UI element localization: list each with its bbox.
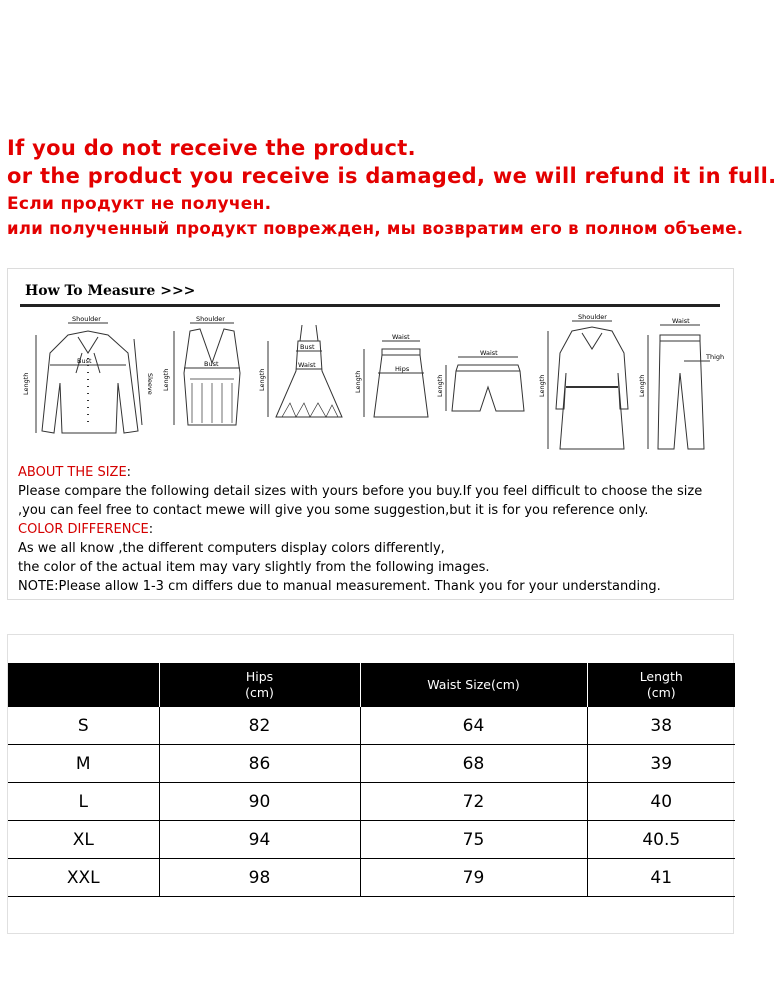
size-cell: S: [8, 707, 159, 745]
waist-cell: 64: [360, 707, 587, 745]
refund-line-1: If you do not receive the product.: [7, 136, 416, 160]
shorts-diagram-icon: [436, 349, 524, 411]
about-size-line-1: Please compare the following detail sizes with yours before you buy.If you feel difficult to choose the size: [18, 484, 703, 499]
size-cell: M: [8, 745, 159, 783]
garment-diagrams: [20, 313, 725, 459]
length-label: Length: [258, 368, 266, 391]
refund-line-2: or the product you receive is damaged, we will refund it in full.: [7, 164, 776, 188]
shoulder-label: Shoulder: [196, 315, 225, 323]
hips-cell: 82: [159, 707, 360, 745]
color-difference-heading-row: [18, 520, 730, 539]
shoulder-label: Shoulder: [578, 313, 607, 321]
hips-cell: 90: [159, 783, 360, 821]
blouse-diagram-icon: [22, 315, 154, 433]
strap-dress-diagram-icon: [258, 325, 342, 417]
hips-cell: 86: [159, 745, 360, 783]
refund-notice: [0, 128, 776, 248]
waist-cell: 75: [360, 821, 587, 859]
length-label: Length: [22, 372, 30, 395]
hips-label: Hips: [395, 365, 410, 373]
waist-label: Waist: [298, 361, 316, 369]
length-cell: 38: [587, 707, 735, 745]
title-divider: [20, 304, 720, 307]
length-label: Length: [638, 374, 646, 397]
size-notes: [18, 463, 730, 596]
length-cell: 40.5: [587, 821, 735, 859]
size-cell: XXL: [8, 859, 159, 897]
length-cell: 41: [587, 859, 735, 897]
thigh-label: Thigh: [706, 353, 725, 361]
size-cell: XL: [8, 821, 159, 859]
heading-colon: :: [126, 465, 132, 480]
length-cell: 39: [587, 745, 735, 783]
length-label: Length: [162, 368, 170, 391]
waist-cell: 79: [360, 859, 587, 897]
hips-cell: 98: [159, 859, 360, 897]
table-row: [8, 745, 735, 783]
size-chart-table: [8, 663, 735, 897]
table-row: [8, 783, 735, 821]
color-difference-heading: COLOR DIFFERENCE: [18, 522, 149, 537]
about-size-line-2: ,you can feel free to contact mewe will give you some suggestion,but it is for you reference only.: [18, 503, 649, 518]
waist-label: Waist: [480, 349, 498, 357]
length-label: Length: [436, 374, 444, 397]
header-hips: Hips (cm): [159, 663, 360, 707]
length-label: Length: [538, 374, 546, 397]
table-row: [8, 707, 735, 745]
trousers-diagram-icon: [638, 317, 724, 449]
refund-line-4: или полученный продукт поврежден, мы возвратим его в полном объеме.: [7, 219, 744, 238]
refund-line-3: Если продукт не получен.: [7, 194, 272, 214]
table-row: [8, 859, 735, 897]
size-cell: L: [8, 783, 159, 821]
bust-label: Bust: [204, 360, 219, 368]
waist-cell: 68: [360, 745, 587, 783]
color-difference-line-1: As we all know ,the different computers display colors differently,: [18, 541, 445, 556]
waist-label: Waist: [672, 317, 690, 325]
about-size-heading: ABOUT THE SIZE: [18, 465, 127, 480]
size-chart-panel: [7, 634, 734, 934]
coat-diagram-icon: [538, 313, 628, 449]
sleeveless-top-diagram-icon: [162, 315, 240, 425]
length-cell: 40: [587, 783, 735, 821]
heading-colon: :: [148, 522, 154, 537]
color-difference-line-2: the color of the actual item may vary slightly from the following images.: [18, 560, 490, 575]
waist-cell: 72: [360, 783, 587, 821]
length-label: Length: [354, 370, 362, 393]
about-size-heading-row: [18, 463, 730, 482]
measurement-note: NOTE:Please allow 1-3 cm differs due to manual measurement. Thank you for your understanding.: [18, 579, 661, 594]
header-length: Length (cm): [587, 663, 735, 707]
header-size: [8, 663, 159, 707]
size-chart-header-row: [8, 663, 735, 707]
how-to-measure-title: How To Measure >>>: [25, 283, 196, 299]
hips-cell: 94: [159, 821, 360, 859]
skirt-diagram-icon: [354, 333, 428, 417]
bust-label: Bust: [300, 343, 315, 351]
shoulder-label: Shoulder: [72, 315, 101, 323]
waist-label: Waist: [392, 333, 410, 341]
bust-label: Bust: [77, 357, 92, 365]
sleeve-label: Sleeve: [146, 373, 154, 395]
table-row: [8, 821, 735, 859]
how-to-measure-panel: [7, 268, 734, 600]
header-waist: Waist Size(cm): [360, 663, 587, 707]
